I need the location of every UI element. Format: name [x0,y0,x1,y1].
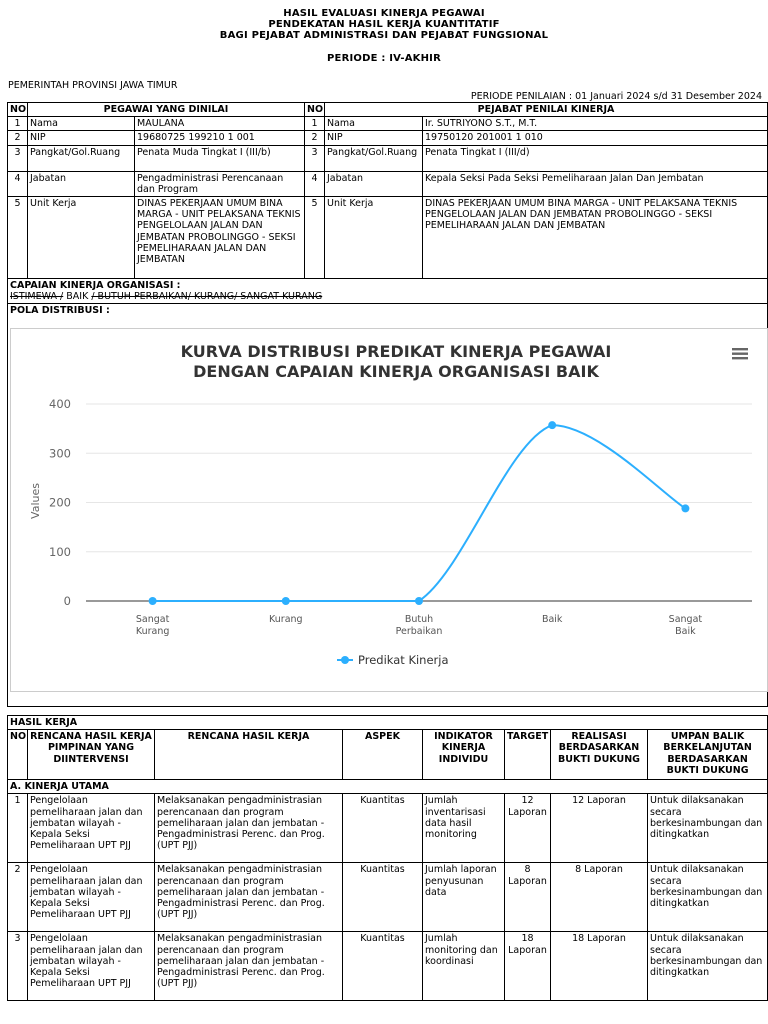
y-tick-label: 200 [49,495,71,510]
rhk-pimpinan-cell: Pengelolaan pemeliharaan jalan dan jembatan wilayah - Kepala Seksi Pemeliharaan UPT PJJ [28,932,155,1001]
row-label-2: NIP [325,131,423,145]
identity-row [8,117,768,131]
hasil-kerja-title-row [8,716,768,730]
identity-row [8,197,768,279]
table-row [8,863,768,932]
chart-svg [11,329,767,691]
series-line [153,425,686,601]
data-point[interactable] [681,504,689,512]
row-label-2: Pangkat/Gol.Ruang [325,145,423,171]
umpan-balik-cell: Untuk dilaksanakan secara berkesinambungan dan ditingkatkan [648,794,768,863]
row-no: 1 [8,794,28,863]
doc-periode: PERIODE : IV-AKHIR [327,53,441,64]
y-tick-label: 300 [49,446,71,461]
pegawai-value: Pengadministrasi Perencanaan dan Program [135,171,305,196]
penilai-value: DINAS PEKERJAAN UMUM BINA MARGA - UNIT PELAKSANA TEKNIS PENGELOLAAN JALAN DAN JEMBATAN PROBOLINGGO - SEKSI PEMELIHARAAN JALAN DAN JEMBATAN [423,197,768,279]
row-no: 4 [8,171,28,196]
x-tick-label: Sangat Kurang [135,614,170,637]
col-no: NO [8,103,28,117]
capaian-options [10,291,765,302]
realisasi-cell: 8 Laporan [551,863,648,932]
x-tick-label: Sangat Baik [668,614,703,637]
hamburger-menu-icon[interactable] [732,348,748,359]
penilai-value: Ir. SUTRIYONO S.T., M.T. [423,117,768,131]
row-label: Pangkat/Gol.Ruang [28,145,135,171]
doc-title-line1: HASIL EVALUASI KINERJA PEGAWAI [283,8,485,19]
row-no-2: 3 [305,145,325,171]
row-label-2: Jabatan [325,171,423,196]
data-point[interactable] [282,597,290,605]
indikator-cell: Jumlah monitoring dan koordinasi [423,932,505,1001]
section-kinerja-utama: A. KINERJA UTAMA [8,780,768,794]
x-tick-label: Kurang [269,614,303,625]
doc-title-line2: PENDEKATAN HASIL KERJA KUANTITATIF [268,19,500,30]
row-no-2: 4 [305,171,325,196]
row-no-2: 1 [305,117,325,131]
capaian-opt-baik: BAIK [63,291,92,303]
chart-subtitle: DENGAN CAPAIAN KINERJA ORGANISASI BAIK [193,362,599,381]
pegawai-value: MAULANA [135,117,305,131]
umpan-balik-cell: Untuk dilaksanakan secara berkesinambungan dan ditingkatkan [648,863,768,932]
col-indikator: INDIKATOR KINERJA INDIVIDU [423,730,505,780]
capaian-row [8,279,768,304]
row-label: Jabatan [28,171,135,196]
instansi-name: PEMERINTAH PROVINSI JAWA TIMUR [8,80,178,91]
legend-label: Predikat Kinerja [358,653,449,667]
aspek-cell: Kuantitas [343,932,423,1001]
indikator-cell: Jumlah laporan penyusunan data [423,863,505,932]
y-tick-label: 400 [49,397,71,411]
realisasi-cell: 12 Laporan [551,794,648,863]
target-cell: 8 Laporan [505,863,551,932]
y-tick-label: 0 [63,594,71,608]
y-tick-label: 100 [49,544,71,559]
row-no: 1 [8,117,28,131]
distribution-chart [10,328,768,692]
row-label: NIP [28,131,135,145]
capaian-title: CAPAIAN KINERJA ORGANISASI : [10,280,181,292]
section-row [8,780,768,794]
row-label-2: Nama [325,117,423,131]
identity-row [8,171,768,196]
identity-row [8,145,768,171]
row-no: 3 [8,932,28,1001]
target-cell: 18 Laporan [505,932,551,1001]
pegawai-value: 19680725 199210 1 001 [135,131,305,145]
target-cell: 12 Laporan [505,794,551,863]
table-row [8,794,768,863]
table-row [8,932,768,1001]
col-aspek: ASPEK [343,730,423,780]
row-label-2: Unit Kerja [325,197,423,279]
rhk-pimpinan-cell: Pengelolaan pemeliharaan jalan dan jembatan wilayah - Kepala Seksi Pemeliharaan UPT PJJ [28,794,155,863]
indikator-cell: Jumlah inventarisasi data hasil monitoring [423,794,505,863]
row-label: Nama [28,117,135,131]
pola-distribusi-title: POLA DISTRIBUSI : [10,305,110,317]
umpan-balik-cell: Untuk dilaksanakan secara berkesinambungan dan ditingkatkan [648,932,768,1001]
col-no: NO [8,730,28,780]
col-umpan-balik: UMPAN BALIK BERKELANJUTAN BERDASARKAN BUKTI DUKUNG [648,730,768,780]
rhk-cell: Melaksanakan pengadministrasian perencanaan dan program pemeliharaan jalan dan jembatan - Pengadministrasi Perenc. dan Prog. (UPT PJJ) [155,863,343,932]
penilai-value: 19750120 201001 1 010 [423,131,768,145]
col-target: TARGET [505,730,551,780]
rhk-cell: Melaksanakan pengadministrasian perencanaan dan program pemeliharaan jalan dan jembatan - Pengadministrasi Perenc. dan Prog. (UPT PJJ) [155,794,343,863]
row-label: Unit Kerja [28,197,135,279]
x-tick-label: Butuh Perbaikan [395,614,443,637]
col-no-2: NO [305,103,325,117]
chart-title: KURVA DISTRIBUSI PREDIKAT KINERJA PEGAWAI [180,342,612,361]
pegawai-value: DINAS PEKERJAAN UMUM BINA MARGA - UNIT PELAKSANA TEKNIS PENGELOLAAN JALAN DAN JEMBATAN PROBOLINGGO - SEKSI PEMELIHARAAN JALAN DAN JEMBATAN [135,197,305,279]
chart-legend[interactable] [337,653,449,667]
penilai-value: Penata Tingkat I (III/d) [423,145,768,171]
aspek-cell: Kuantitas [343,794,423,863]
col-rhk-pimpinan: RENCANA HASIL KERJA PIMPINAN YANG DIINTERVENSI [28,730,155,780]
y-axis-label: Values [29,483,42,519]
legend-marker-icon [341,656,349,664]
row-no: 5 [8,197,28,279]
periode-penilaian: PERIODE PENILAIAN : 01 Januari 2024 s/d 31 Desember 2024 [470,91,762,102]
row-no: 3 [8,145,28,171]
row-no: 2 [8,863,28,932]
col-realisasi: REALISASI BERDASARKAN BUKTI DUKUNG [551,730,648,780]
rhk-cell: Melaksanakan pengadministrasian perencanaan dan program pemeliharaan jalan dan jembatan - Pengadministrasi Perenc. dan Prog. (UPT PJJ) [155,932,343,1001]
hasil-kerja-header-row [8,730,768,780]
doc-title-line3: BAGI PEJABAT ADMINISTRASI DAN PEJABAT FUNGSIONAL [219,30,549,41]
identity-row [8,131,768,145]
row-no: 2 [8,131,28,145]
aspek-cell: Kuantitas [343,863,423,932]
col-rhk: RENCANA HASIL KERJA [155,730,343,780]
data-point[interactable] [415,597,423,605]
rhk-pimpinan-cell: Pengelolaan pemeliharaan jalan dan jembatan wilayah - Kepala Seksi Pemeliharaan UPT PJJ [28,863,155,932]
data-point[interactable] [548,421,556,429]
capaian-opt-istimewa: ISTIMEWA / [10,291,64,303]
pegawai-value: Penata Muda Tingkat I (III/b) [135,145,305,171]
hasil-kerja-table [7,715,768,1001]
penilai-value: Kepala Seksi Pada Seksi Pemeliharaan Jalan Dan Jembatan [423,171,768,196]
row-no-2: 5 [305,197,325,279]
pegawai-header: PEGAWAI YANG DINILAI [28,103,305,117]
identity-header-row [8,103,768,117]
data-point[interactable] [149,597,157,605]
penilai-header: PEJABAT PENILAI KINERJA [325,103,768,117]
realisasi-cell: 18 Laporan [551,932,648,1001]
capaian-opt-others: / BUTUH PERBAIKAN/ KURANG/ SANGAT KURANG [91,291,323,303]
row-no-2: 2 [305,131,325,145]
x-tick-label: Baik [541,614,563,625]
capaian-cell [8,279,768,304]
hasil-kerja-title: HASIL KERJA [8,716,768,730]
